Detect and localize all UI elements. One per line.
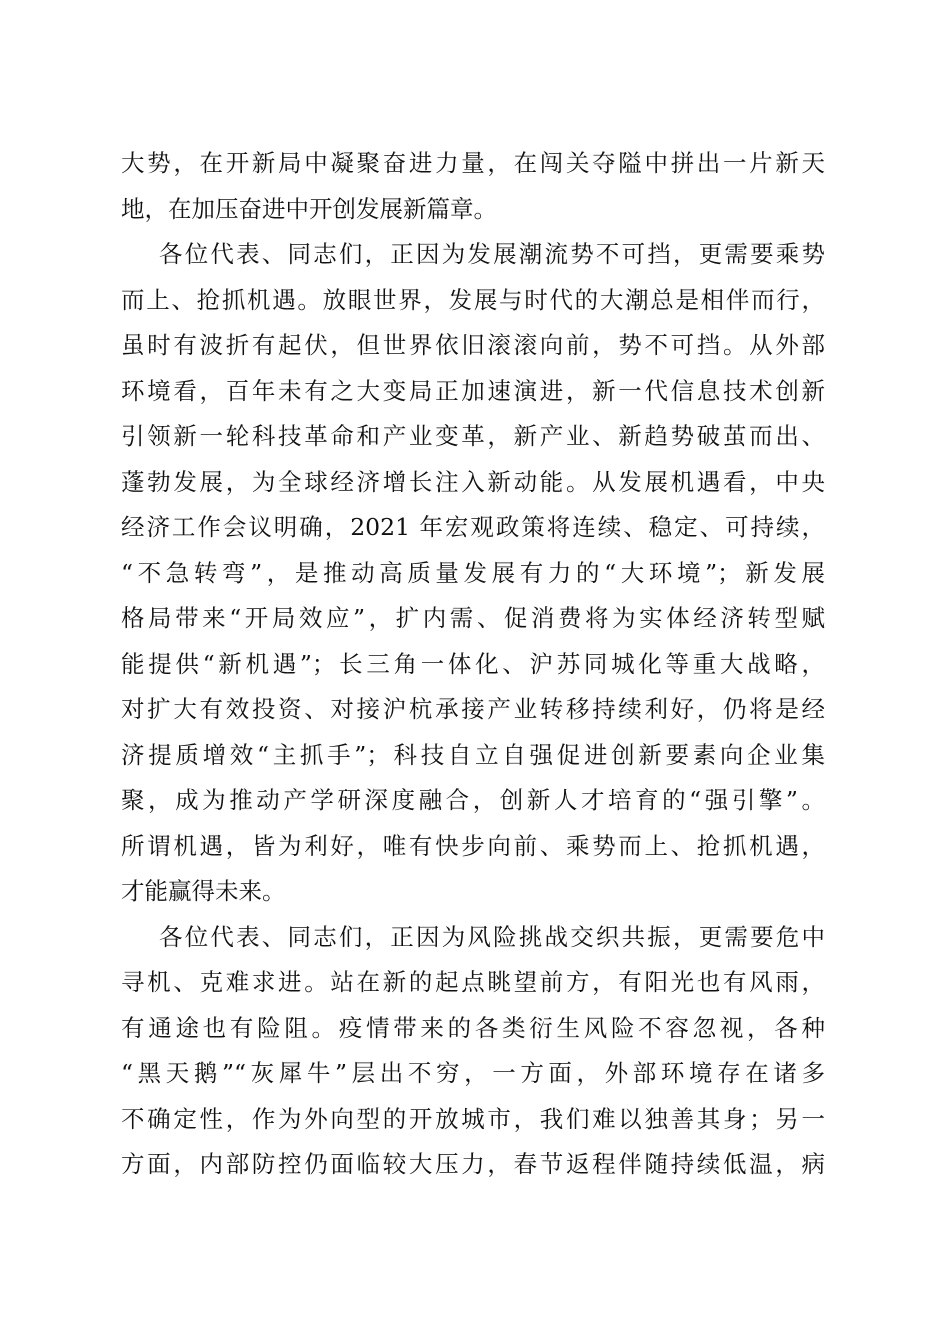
text-line: 虽时有波折有起伏，但世界依旧滚滚向前，势不可挡。从外部 (121, 331, 825, 359)
text-line: 才能赢得未来。 (121, 877, 286, 905)
text-line: 济提质增效“主抓手”；科技自立自强促进创新要素向企业集 (121, 740, 825, 769)
text-line: 大势，在开新局中凝聚奋进力量，在闯关夺隘中拼出一片新天 (121, 149, 825, 177)
text-line: 格局带来“开局效应”，扩内需、促消费将为实体经济转型赋 (121, 604, 825, 632)
text-line: 而上、抢抓机遇。放眼世界，发展与时代的大潮总是相伴而行， (121, 285, 825, 314)
text-line: 有通途也有险阻。疫情带来的各类衍生风险不容忽视，各种 (121, 1013, 825, 1042)
text-line: 聚，成为推动产学研深度融合，创新人才培育的“强引擎”。 (121, 786, 825, 814)
text-line: 蓬勃发展，为全球经济增长注入新动能。从发展机遇看，中央 (121, 467, 825, 496)
text-line: “黑天鹅”“灰犀牛”层出不穷，一方面，外部环境存在诸多 (121, 1059, 825, 1087)
body-text (121, 141, 825, 1188)
text-line: 对扩大有效投资、对接沪杭承接产业转移持续利好，仍将是经 (121, 695, 825, 723)
paragraph-start-line: 各位代表、同志们，正因为风险挑战交织共振，更需要危中 (159, 922, 825, 951)
text-line: 引领新一轮科技革命和产业变革，新产业、新趋势破茧而出、 (121, 422, 825, 450)
paragraph-start-line: 各位代表、同志们，正因为发展潮流势不可挡，更需要乘势 (159, 240, 825, 268)
text-line: 寻机、克难求进。站在新的起点眺望前方，有阳光也有风雨， (121, 968, 825, 996)
text-line: 方面，内部防控仍面临较大压力，春节返程伴随持续低温，病 (121, 1150, 825, 1178)
text-line: 不确定性，作为外向型的开放城市，我们难以独善其身；另一 (121, 1104, 825, 1133)
text-line: 所谓机遇，皆为利好，唯有快步向前、乘势而上、抢抓机遇， (121, 831, 825, 860)
text-line: “不急转弯”，是推动高质量发展有力的“大环境”；新发展 (121, 558, 825, 587)
text-line: 环境看，百年未有之大变局正加速演进，新一代信息技术创新 (121, 376, 825, 405)
text-line: 经济工作会议明确，2021 年宏观政策将连续、稳定、可持续， (121, 513, 825, 541)
text-line: 能提供“新机遇”；长三角一体化、沪苏同城化等重大战略， (121, 649, 825, 678)
text-line: 地，在加压奋进中开创发展新篇章。 (121, 194, 497, 223)
